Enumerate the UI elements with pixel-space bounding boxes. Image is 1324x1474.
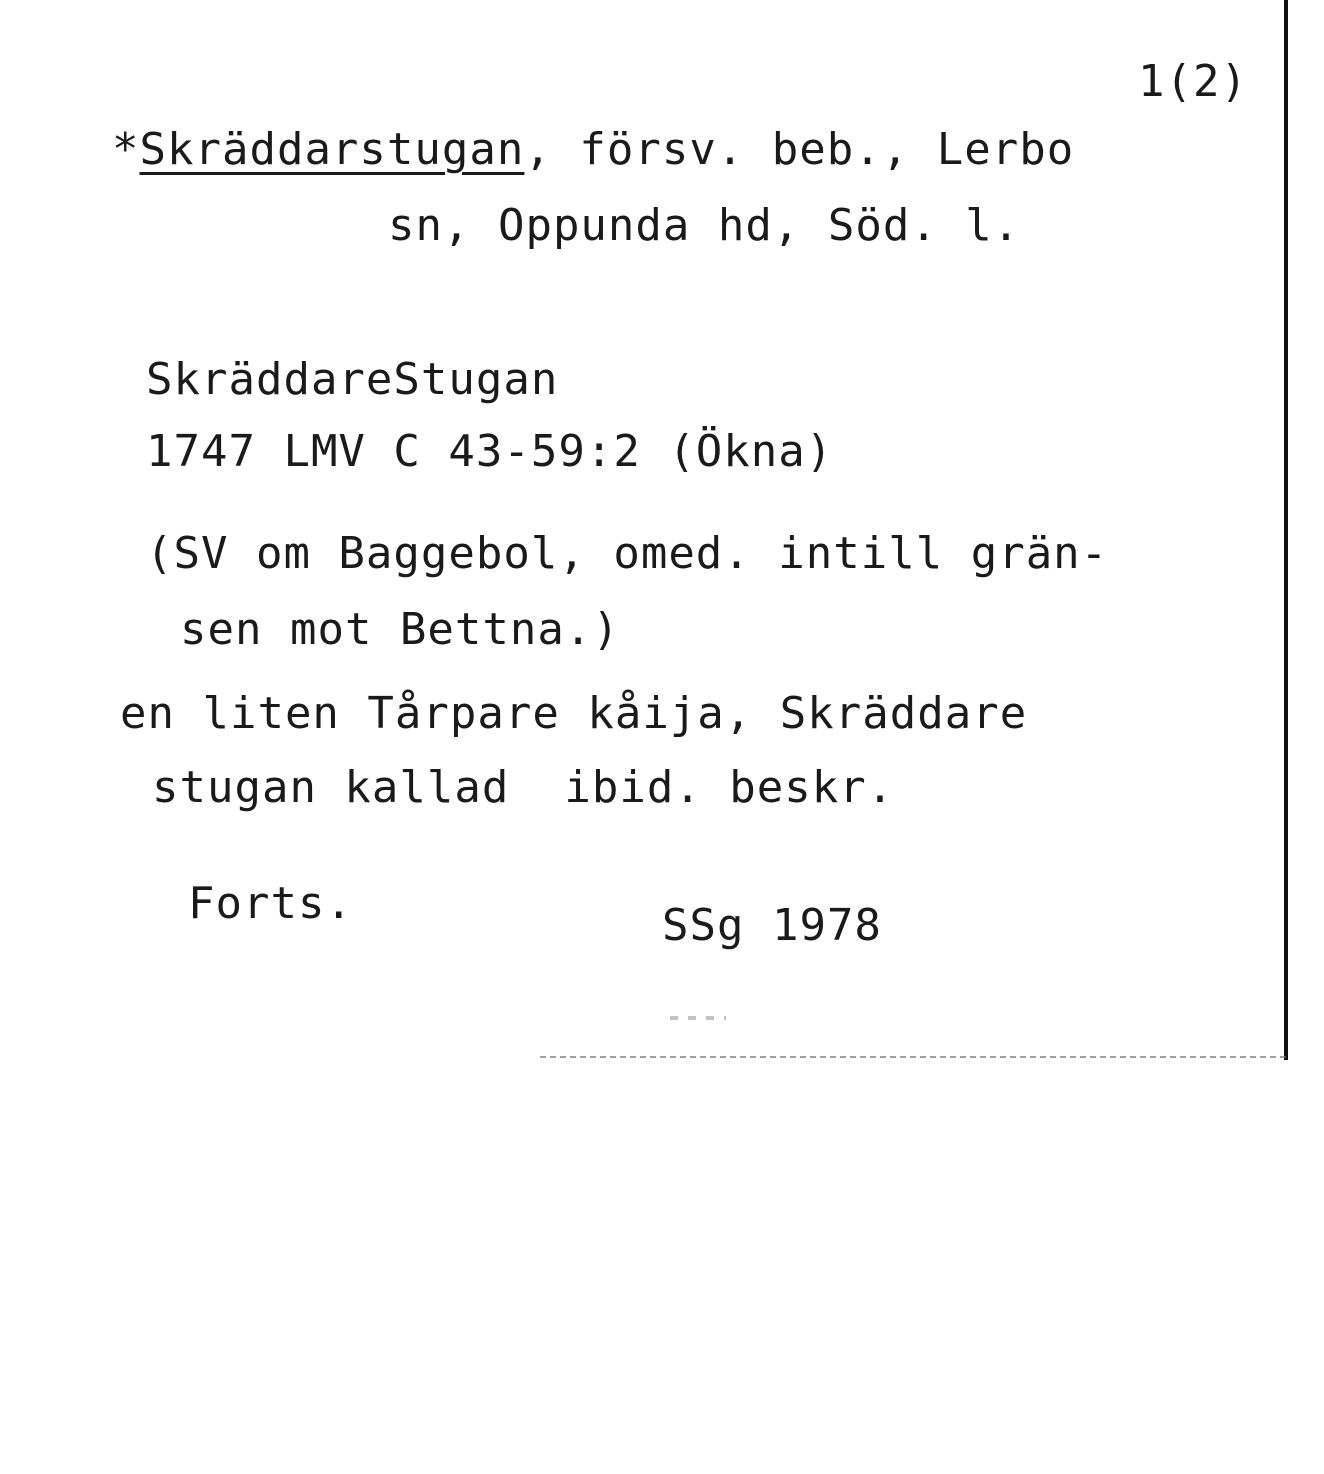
- quote-line-1: en liten Tårpare kåija, Skräddare: [120, 688, 1028, 739]
- signature: SSg 1978: [662, 900, 882, 951]
- quote-line-2: stugan kallad ibid. beskr.: [152, 762, 895, 813]
- card-bottom-edge: [540, 1056, 1288, 1058]
- card-right-edge: [1284, 0, 1288, 1060]
- continued-note: Forts.: [188, 878, 353, 929]
- location-note-line-1: (SV om Baggebol, omed. intill grän-: [146, 528, 1109, 579]
- heading-place-name: Skräddarstugan: [139, 124, 525, 175]
- stray-marks: [670, 1016, 726, 1020]
- page-number: 1(2): [1138, 56, 1248, 107]
- heading-location-line: sn, Oppunda hd, Söd. l.: [388, 200, 1021, 251]
- heading-description: , försv. beb., Lerbo: [524, 124, 1075, 175]
- location-note-line-2: sen mot Bettna.): [180, 604, 620, 655]
- heading-line: [112, 124, 1075, 175]
- heading-asterisk: *: [112, 124, 140, 175]
- variant-name: SkräddareStugan: [146, 354, 559, 405]
- source-reference: 1747 LMV C 43-59:2 (Ökna): [146, 426, 834, 477]
